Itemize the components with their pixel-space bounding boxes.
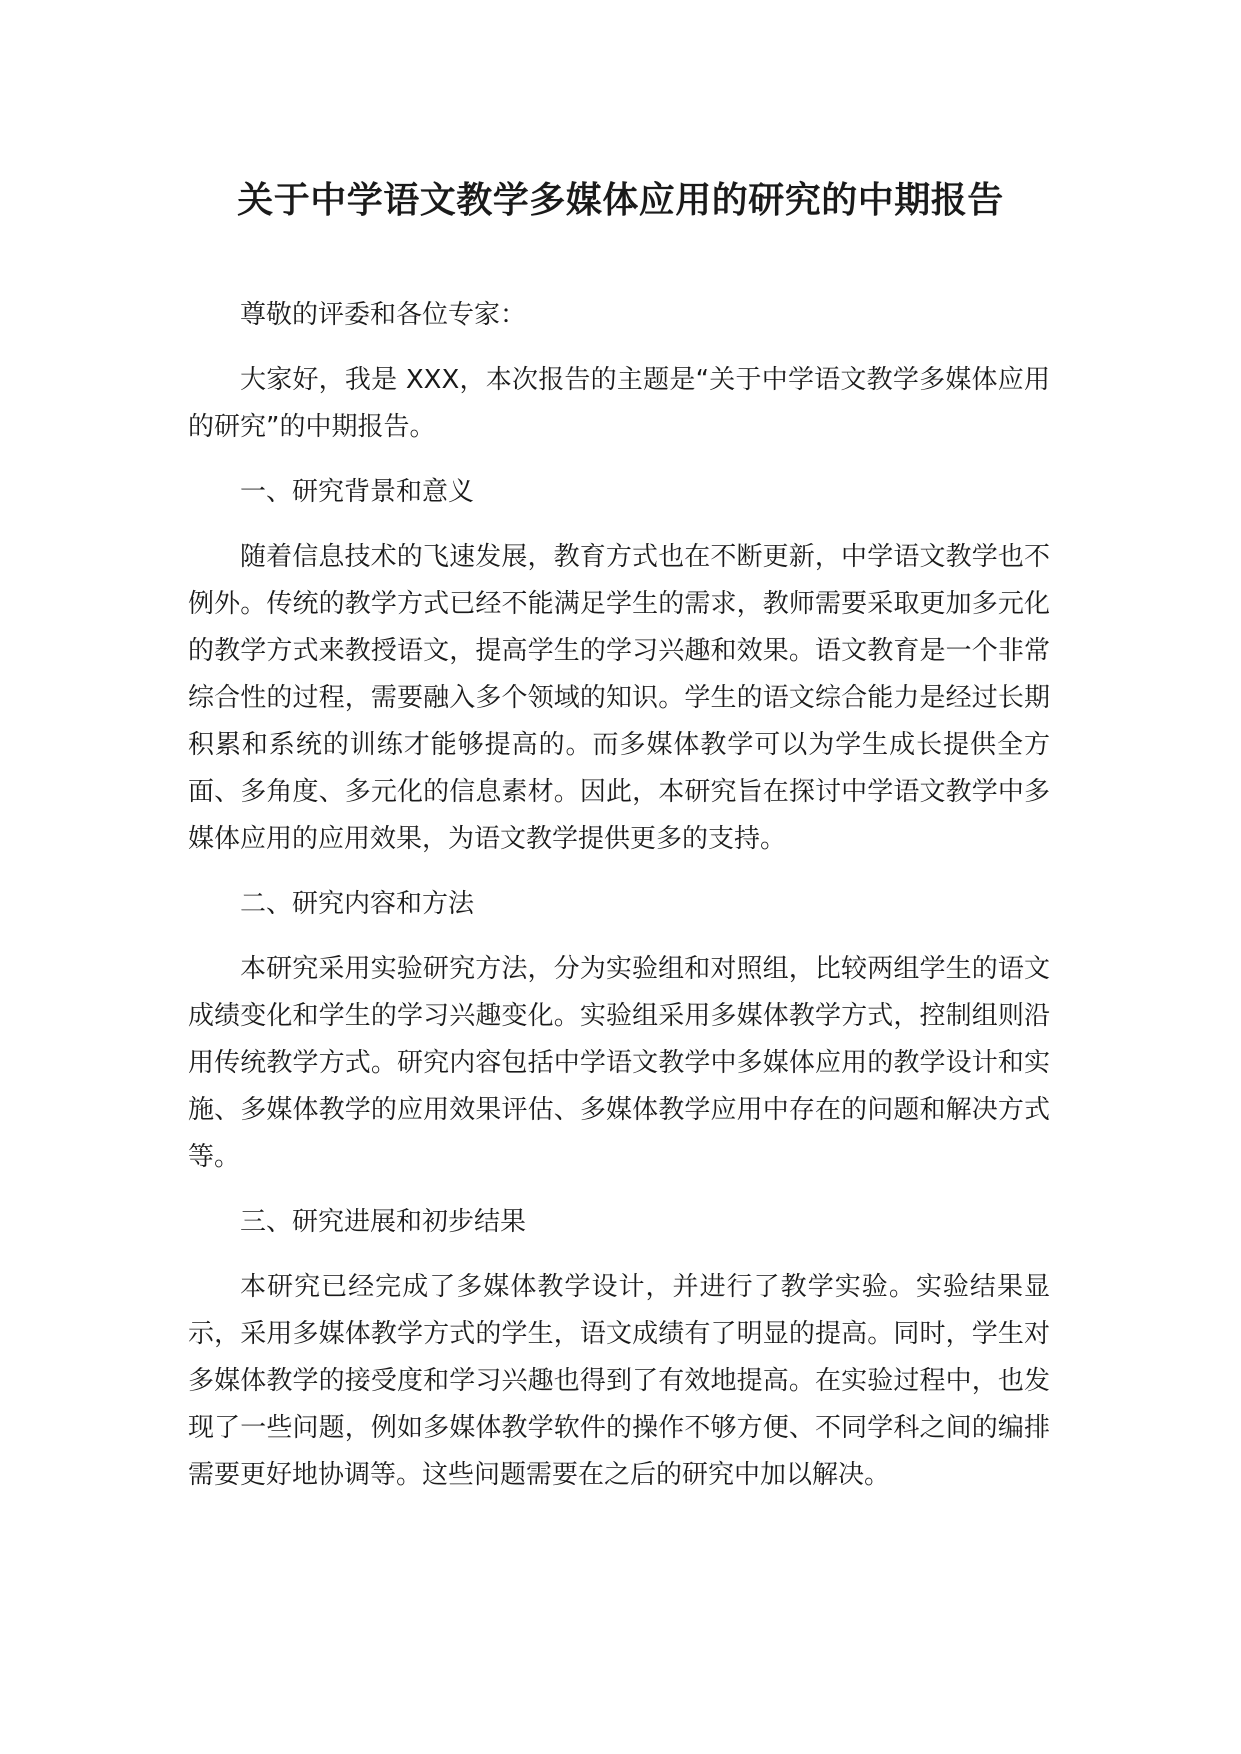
section-heading-progress: 三、研究进展和初步结果 xyxy=(240,1207,527,1237)
intro-paragraph: 大家好，我是 XXX，本次报告的主题是“关于中学语文教学多媒体应用的研究”的中期报告。 xyxy=(188,365,1050,442)
salutation-paragraph: 尊敬的评委和各位专家： xyxy=(240,300,527,330)
section-heading-background: 一、研究背景和意义 xyxy=(240,477,475,507)
section-heading-methods: 二、研究内容和方法 xyxy=(240,889,475,919)
progress-paragraph: 本研究已经完成了多媒体教学设计，并进行了教学实验。实验结果显示，采用多媒体教学方式的学生，语文成绩有了明显的提高。同时，学生对多媒体教学的接受度和学习兴趣也得到了有效地提高。在实验过程中，也发现了一些问题，例如多媒体教学软件的操作不够方便、不同学科之间的编排需要更好地协调等。这些问题需要在之后的研究中加以解决。 xyxy=(188,1272,1050,1490)
document-body xyxy=(188,292,1050,1517)
methods-paragraph: 本研究采用实验研究方法，分为实验组和对照组，比较两组学生的语文成绩变化和学生的学习兴趣变化。实验组采用多媒体教学方式，控制组则沿用传统教学方式。研究内容包括中学语文教学中多媒体应用的教学设计和实施、多媒体教学的应用效果评估、多媒体教学应用中存在的问题和解决方式等。 xyxy=(188,954,1050,1172)
background-paragraph: 随着信息技术的飞速发展，教育方式也在不断更新，中学语文教学也不例外。传统的教学方式已经不能满足学生的需求，教师需要采取更加多元化的教学方式来教授语文，提高学生的学习兴趣和效果。语文教育是一个非常综合性的过程，需要融入多个领域的知识。学生的语文综合能力是经过长期积累和系统的训练才能够提高的。而多媒体教学可以为学生成长提供全方面、多角度、多元化的信息素材。因此，本研究旨在探讨中学语文教学中多媒体应用的应用效果，为语文教学提供更多的支持。 xyxy=(188,542,1050,854)
document-title: 关于中学语文教学多媒体应用的研究的中期报告 xyxy=(237,180,1004,221)
